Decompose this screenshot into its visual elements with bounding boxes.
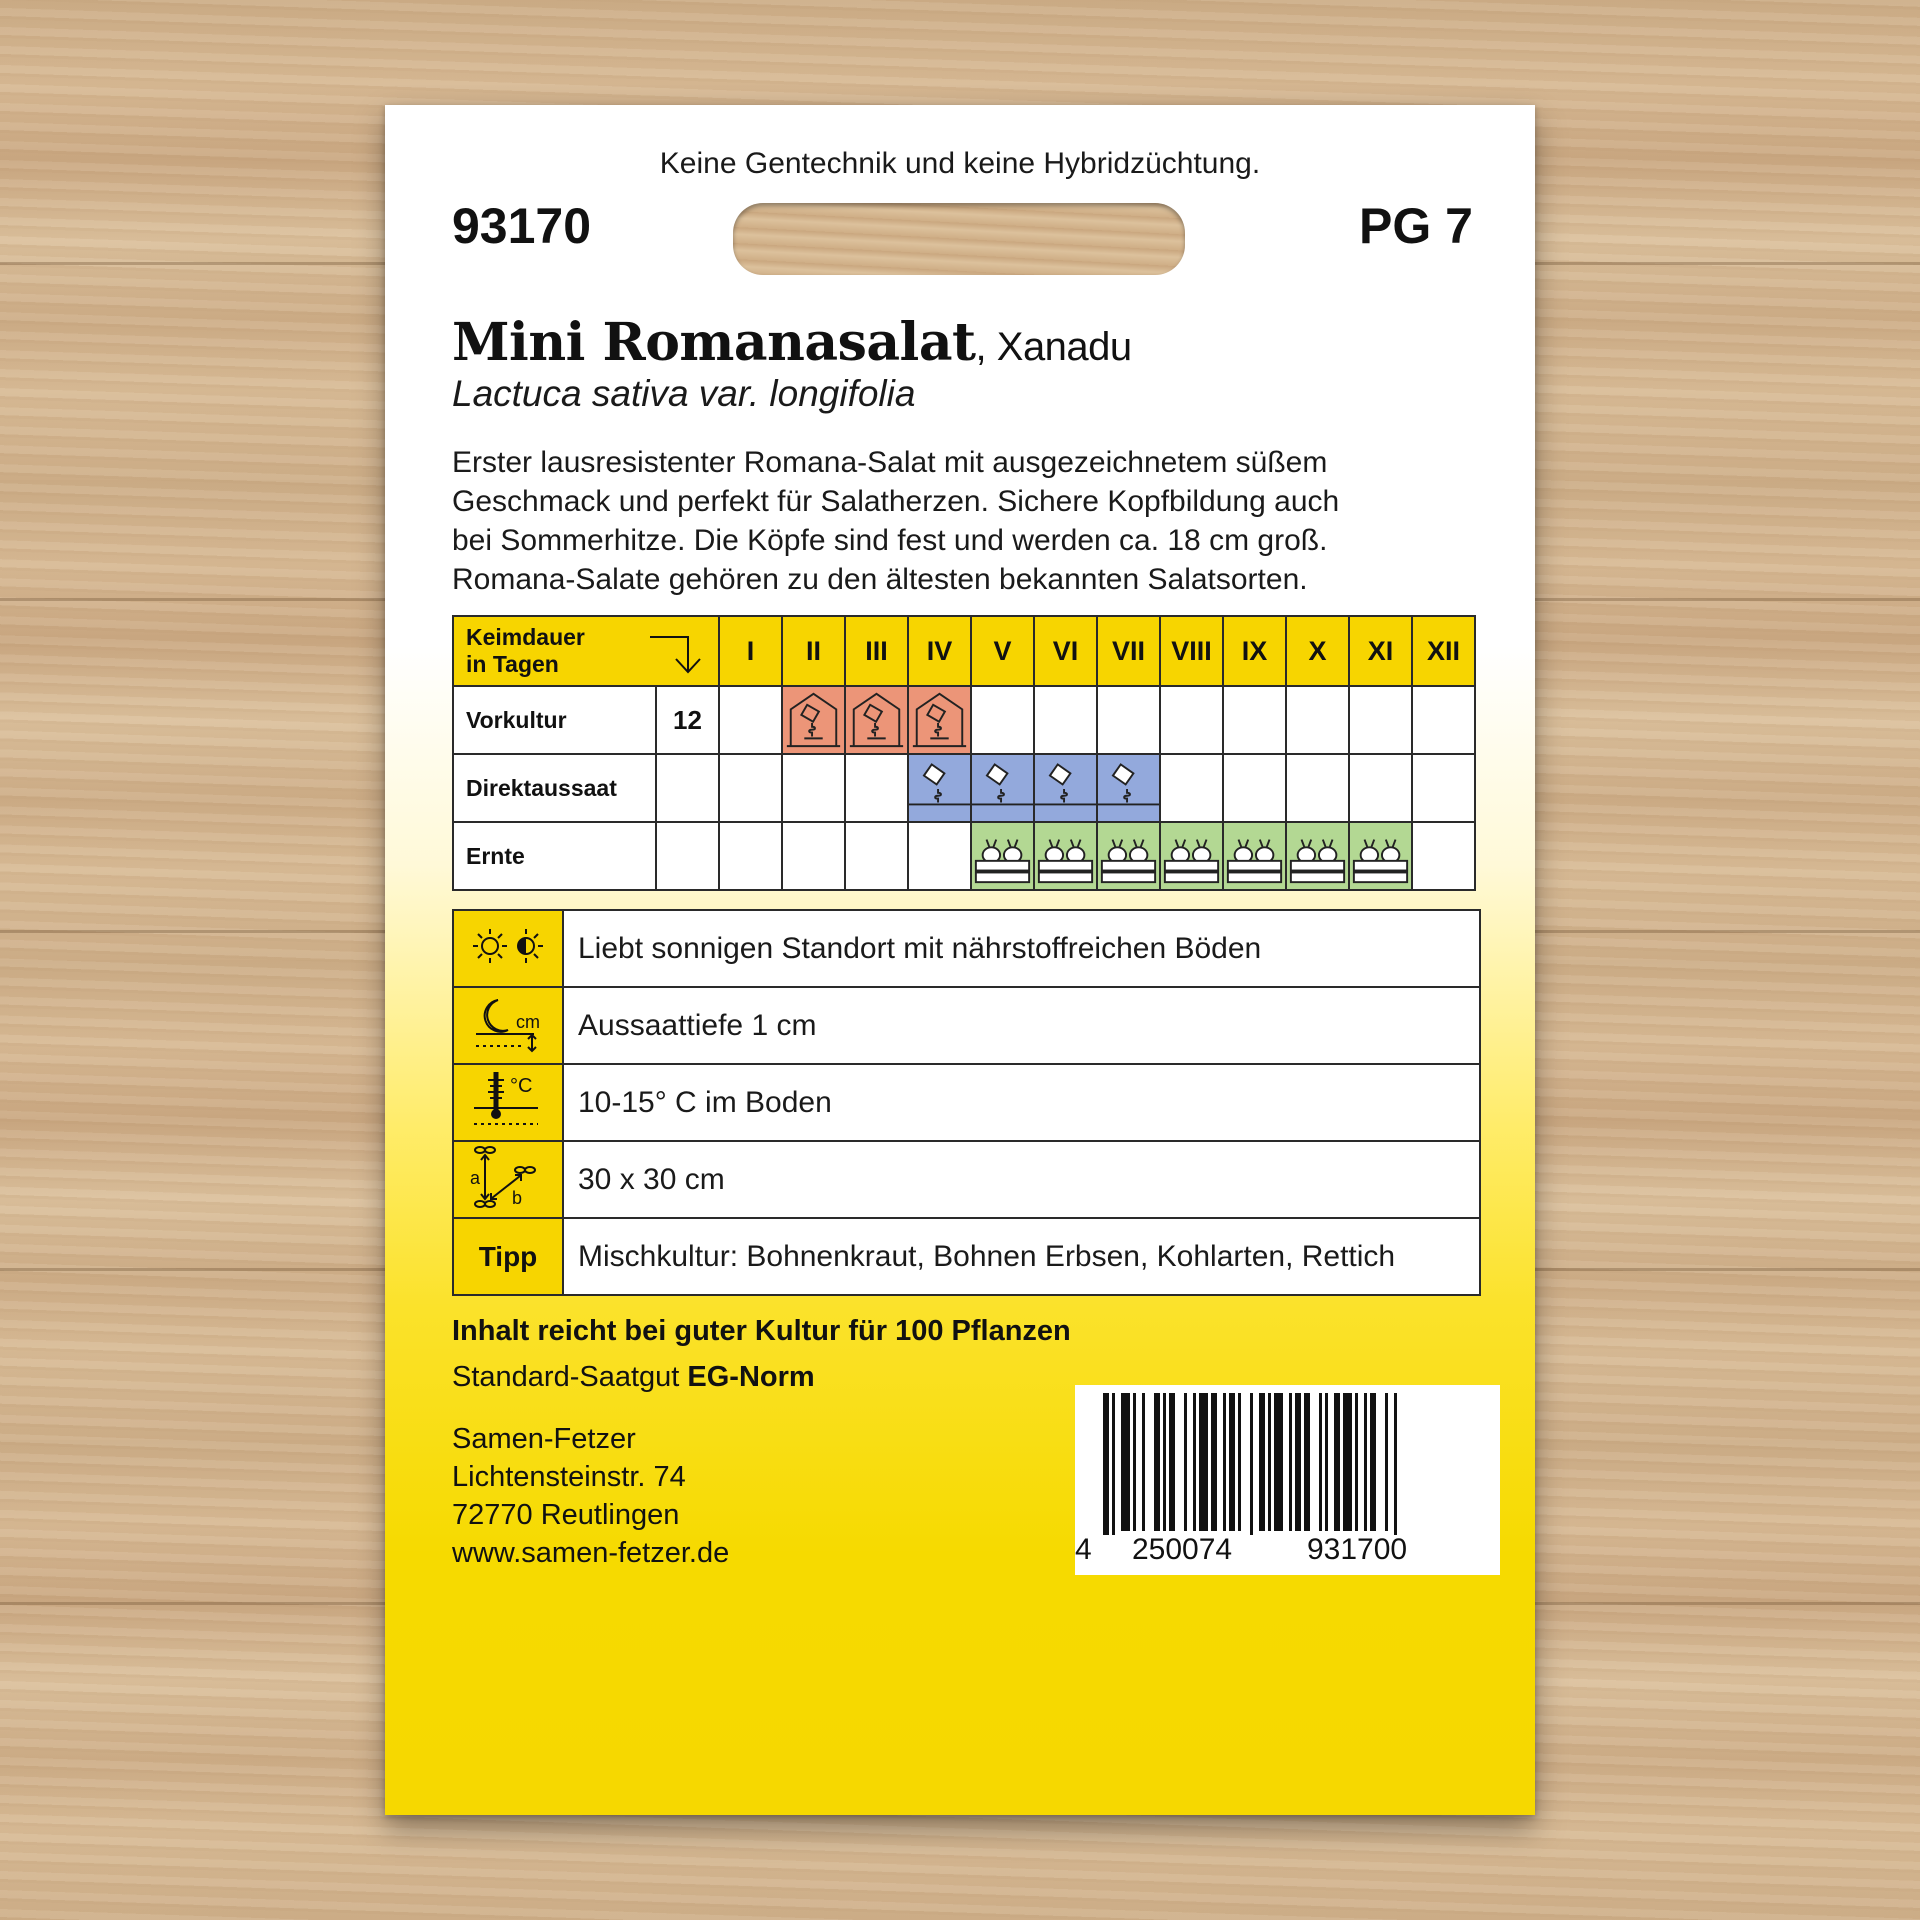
- calendar-row-vorkultur: [453, 686, 1475, 754]
- calendar-cell-empty: [1412, 822, 1475, 890]
- description-line: bei Sommerhitze. Die Köpfe sind fest und werden ca. 18 cm groß.: [452, 524, 1328, 557]
- calendar-cell-empty: [1223, 754, 1286, 822]
- description-line: Geschmack und perfekt für Salatherzen. Sichere Kopfbildung auch: [452, 485, 1340, 518]
- info-text: Aussaattiefe 1 cm: [563, 987, 1480, 1064]
- month-header: III: [845, 616, 908, 686]
- info-icon-cell: [453, 910, 563, 987]
- seed-standard: [452, 1361, 815, 1394]
- germination-days: [656, 822, 719, 890]
- barcode-bar: [1325, 1393, 1328, 1531]
- info-text: Mischkultur: Bohnenkraut, Bohnen Erbsen, Kohlarten, Rettich: [563, 1218, 1480, 1295]
- svg-text:b: b: [512, 1188, 523, 1208]
- greenhouse-seed-icon: [846, 687, 907, 753]
- calendar-cell-empty: [1160, 754, 1223, 822]
- website: www.samen-fetzer.de: [452, 1537, 730, 1569]
- month-header: IX: [1223, 616, 1286, 686]
- month-header: I: [719, 616, 782, 686]
- info-text: 10-15° C im Boden: [563, 1064, 1480, 1141]
- calendar-cell-empty: [1034, 686, 1097, 754]
- tip-label: Tipp: [453, 1218, 563, 1295]
- seed-standard-prefix: Standard-Saatgut: [452, 1361, 688, 1393]
- info-icon-cell: [453, 1064, 563, 1141]
- latin-name: Lactuca sativa var. longifolia: [452, 373, 916, 414]
- barcode-digits-left: 250074: [1132, 1533, 1233, 1566]
- harvest-crate-icon: [1350, 823, 1411, 889]
- calendar-cell-empty: [1223, 686, 1286, 754]
- price-group: PG 7: [1359, 198, 1473, 254]
- calendar-row-direktaussaat: [453, 754, 1475, 822]
- calendar-cell-empty: [1160, 686, 1223, 754]
- info-row-tip: [453, 1218, 1480, 1295]
- svg-text:a: a: [470, 1168, 481, 1188]
- barcode-digits-right: 931700: [1307, 1533, 1408, 1566]
- barcode-bar: [1103, 1393, 1109, 1535]
- barcode-bar: [1289, 1393, 1292, 1531]
- barcode-bar: [1169, 1393, 1175, 1531]
- harvest-crate-icon: [1035, 823, 1096, 889]
- seed-standard-norm: EG-Norm: [687, 1361, 815, 1393]
- product-name: Mini Romanasalat: [452, 312, 976, 373]
- barcode-bar: [1259, 1393, 1265, 1531]
- growing-info-table: [452, 909, 1481, 1296]
- barcode-bar: [1394, 1393, 1397, 1535]
- barcode-bar: [1211, 1393, 1217, 1531]
- product-title: [452, 312, 1132, 373]
- barcode-bar: [1238, 1393, 1241, 1531]
- germination-days: [656, 754, 719, 822]
- barcode-bar: [1304, 1393, 1310, 1531]
- info-icon-cell: [453, 1141, 563, 1218]
- greenhouse-seed-icon: [783, 687, 844, 753]
- info-row-spacing: [453, 1141, 1480, 1218]
- month-header: V: [971, 616, 1034, 686]
- info-row-location: [453, 910, 1480, 987]
- germination-label-line1: Keimdauer: [466, 624, 585, 650]
- calendar-cell-empty: [1097, 686, 1160, 754]
- calendar-cell-dir: [971, 754, 1034, 822]
- month-header: VIII: [1160, 616, 1223, 686]
- hanging-hole: [733, 203, 1185, 275]
- variety-name: , Xanadu: [975, 325, 1132, 369]
- calendar-cell-harv: [1349, 822, 1412, 890]
- arrow-down-right-icon: [648, 629, 704, 675]
- month-header: XII: [1412, 616, 1475, 686]
- month-header: XI: [1349, 616, 1412, 686]
- info-icon-cell: [453, 987, 563, 1064]
- seed-packet-sowing-icon: [1098, 755, 1159, 821]
- barcode-bar: [1355, 1393, 1358, 1531]
- barcode-bar: [1184, 1393, 1187, 1531]
- plant-spacing-icon: [468, 1142, 548, 1212]
- row-label: Vorkultur: [453, 686, 656, 754]
- barcode-digit-first: 4: [1075, 1533, 1092, 1566]
- barcode-bar: [1385, 1393, 1388, 1531]
- calendar-cell-empty: [782, 822, 845, 890]
- barcode-bar: [1364, 1393, 1367, 1531]
- barcode-bars: [1075, 1385, 1500, 1535]
- calendar-cell-empty: [845, 822, 908, 890]
- barcode-bar: [1319, 1393, 1322, 1531]
- calendar-cell-empty: [782, 754, 845, 822]
- harvest-crate-icon: [972, 823, 1033, 889]
- calendar-cell-empty: [1349, 754, 1412, 822]
- calendar-cell-harv: [1223, 822, 1286, 890]
- barcode-bar: [1154, 1393, 1160, 1531]
- harvest-crate-icon: [1287, 823, 1348, 889]
- harvest-crate-icon: [1098, 823, 1159, 889]
- barcode-bar: [1121, 1393, 1130, 1531]
- calendar-cell-empty: [1349, 686, 1412, 754]
- row-label: Ernte: [453, 822, 656, 890]
- svg-text:°C: °C: [510, 1075, 533, 1097]
- seed-packet-sowing-icon: [972, 755, 1033, 821]
- barcode-bar: [1370, 1393, 1376, 1531]
- calendar-cell-harv: [1034, 822, 1097, 890]
- calendar-cell-dir: [1034, 754, 1097, 822]
- calendar-cell-pre: [908, 686, 971, 754]
- month-header: IV: [908, 616, 971, 686]
- germination-label-line2: in Tagen: [466, 651, 559, 677]
- barcode: [1075, 1385, 1500, 1575]
- sun-half-shade-icon: [468, 921, 548, 971]
- content-note: Inhalt reicht bei guter Kultur für 100 Pflanzen: [452, 1315, 1071, 1347]
- sowing-calendar: [452, 615, 1476, 891]
- barcode-bar: [1334, 1393, 1340, 1531]
- sowing-depth-icon: [468, 992, 548, 1054]
- barcode-bar: [1163, 1393, 1166, 1531]
- seed-packet-sowing-icon: [909, 755, 970, 821]
- description-line: Erster lausresistenter Romana-Salat mit ausgezeichnetem süßem: [452, 446, 1328, 479]
- barcode-bar: [1268, 1393, 1271, 1531]
- calendar-cell-empty: [719, 686, 782, 754]
- company-address: [452, 1420, 729, 1572]
- calendar-cell-empty: [1412, 754, 1475, 822]
- calendar-cell-empty: [1286, 754, 1349, 822]
- calendar-cell-dir: [908, 754, 971, 822]
- month-header: II: [782, 616, 845, 686]
- seed-packet-back: [385, 105, 1535, 1815]
- calendar-cell-harv: [971, 822, 1034, 890]
- calendar-cell-empty: [908, 822, 971, 890]
- month-header: X: [1286, 616, 1349, 686]
- city: 72770 Reutlingen: [452, 1499, 680, 1531]
- barcode-bar: [1133, 1393, 1136, 1531]
- svg-text:cm: cm: [516, 1012, 540, 1032]
- info-row-temperature: [453, 1064, 1480, 1141]
- article-number: 93170: [452, 198, 592, 254]
- calendar-cell-harv: [1097, 822, 1160, 890]
- calendar-cell-harv: [1286, 822, 1349, 890]
- barcode-bar: [1193, 1393, 1196, 1531]
- info-row-depth: [453, 987, 1480, 1064]
- calendar-cell-empty: [719, 754, 782, 822]
- barcode-bar: [1295, 1393, 1301, 1531]
- info-text: Liebt sonnigen Standort mit nährstoffreichen Böden: [563, 910, 1480, 987]
- barcode-bar: [1223, 1393, 1226, 1531]
- barcode-bar: [1112, 1393, 1115, 1535]
- tagline: Keine Gentechnik und keine Hybridzüchtung.: [659, 147, 1261, 180]
- calendar-cell-empty: [719, 822, 782, 890]
- product-description: [452, 443, 1502, 599]
- street: Lichtensteinstr. 74: [452, 1461, 686, 1493]
- barcode-bar: [1199, 1393, 1208, 1531]
- seed-packet-sowing-icon: [1035, 755, 1096, 821]
- calendar-cell-empty: [1412, 686, 1475, 754]
- description-line: Romana-Salate gehören zu den ältesten bekannten Salatsorten.: [452, 563, 1308, 596]
- germination-days: 12: [656, 686, 719, 754]
- company-name: Samen-Fetzer: [452, 1423, 636, 1455]
- barcode-bar: [1142, 1393, 1145, 1531]
- calendar-cell-harv: [1160, 822, 1223, 890]
- soil-thermometer-icon: [468, 1068, 548, 1132]
- harvest-crate-icon: [1224, 823, 1285, 889]
- barcode-bar: [1274, 1393, 1283, 1531]
- info-text: 30 x 30 cm: [563, 1141, 1480, 1218]
- greenhouse-seed-icon: [909, 687, 970, 753]
- month-header: VI: [1034, 616, 1097, 686]
- calendar-cell-pre: [845, 686, 908, 754]
- calendar-cell-pre: [782, 686, 845, 754]
- barcode-bar: [1250, 1393, 1253, 1535]
- calendar-cell-empty: [971, 686, 1034, 754]
- calendar-cell-empty: [1286, 686, 1349, 754]
- row-label: Direktaussaat: [453, 754, 656, 822]
- barcode-bar: [1343, 1393, 1352, 1531]
- calendar-cell-empty: [845, 754, 908, 822]
- month-header: VII: [1097, 616, 1160, 686]
- germination-header: [453, 616, 719, 686]
- calendar-cell-dir: [1097, 754, 1160, 822]
- harvest-crate-icon: [1161, 823, 1222, 889]
- calendar-header-row: [453, 616, 1475, 686]
- barcode-bar: [1229, 1393, 1235, 1531]
- calendar-row-ernte: [453, 822, 1475, 890]
